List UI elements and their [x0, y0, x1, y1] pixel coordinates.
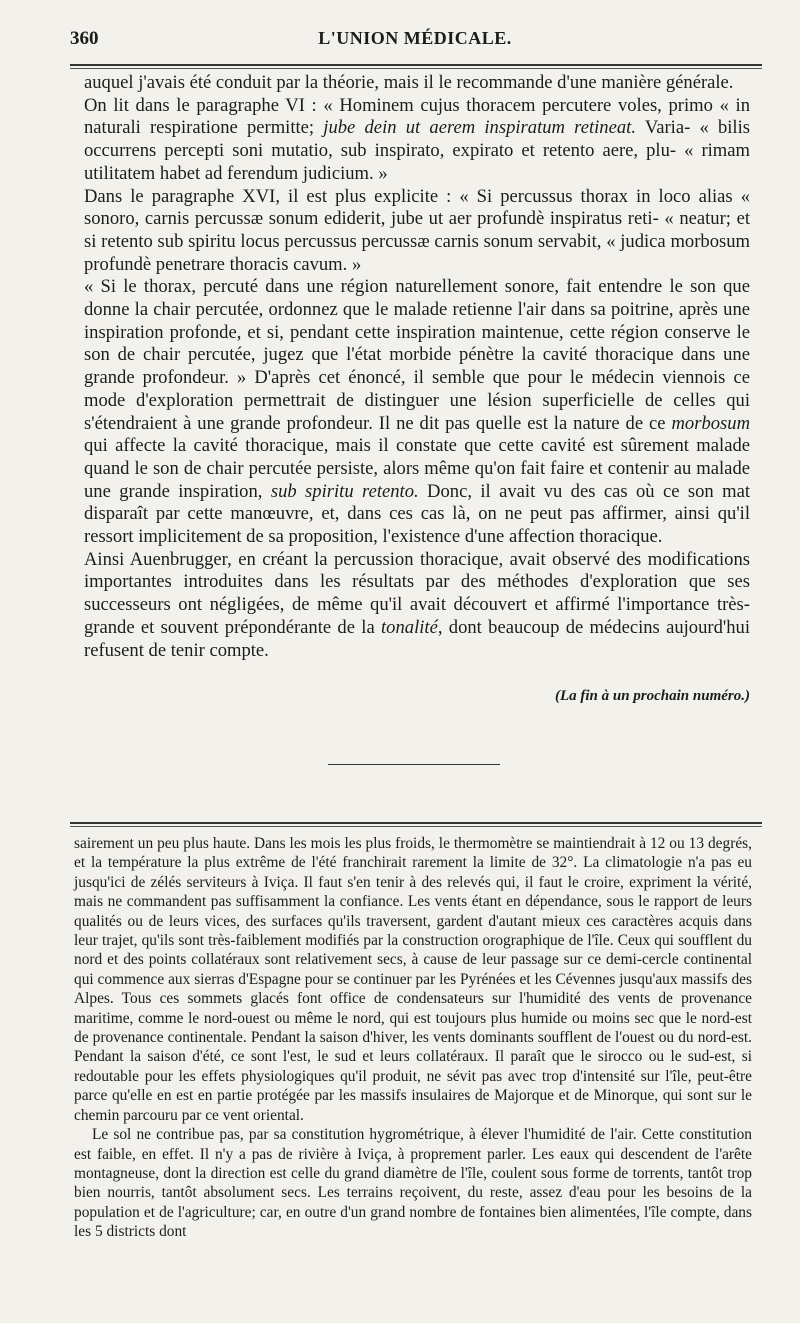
feuilleton-text — [74, 834, 752, 1242]
header-rule-thin — [70, 68, 762, 69]
feuilleton-rule-thin — [70, 826, 762, 827]
text-run: Varia- « bilis occurrens percepti soni mutatio, sub inspirato, expirato et retento aere, plu- « rimam utilitatem habet ad ferendum judicium. » — [84, 117, 750, 184]
section-divider — [328, 764, 500, 765]
continuation-note: (La fin à un prochain numéro.) — [554, 688, 750, 704]
text-run: On lit dans le paragraphe VI : « Hominem cujus thoracem percutere voles, primo « in naturali respiratione permitte; — [84, 94, 750, 139]
article-paragraph — [84, 549, 750, 663]
feuilleton-paragraph: Le sol ne contribue pas, par sa constitution hygrométrique, à élever l'humidité de l'air. Cette constitution est faible, en effet. Il n'y a pas de rivière à Iviça, à proprement parler. Les eaux qui descendent de l'arête montagneuse, dont la direction est celle du grand diamètre de l'île, coulent sous forme de torrents, tantôt trop bien nourris, tantôt absolument secs. Les terrains reçoivent, du reste, assez d'eau pour les besoins de la population et de l'agriculture; car, en outre d'un grand nombre de fontaines bien alimentées, l'île compte, dans les 5 districts dont — [74, 1126, 752, 1241]
article-paragraph: Dans le paragraphe XVI, il est plus explicite : « Si percussus thorax in loco alias « sonoro, carnis percussæ sonum ediderit, jube ut aer profundè inspiratus reti- « neatur; et si retento sub spiritu locus percussus percussæ carnis sonum servabit, « judica morbosum profundè penetrare thoracis cavum. » — [84, 185, 750, 275]
article-paragraph: auquel j'avais été conduit par la théorie, mais il le recommande d'une manière générale. — [84, 72, 734, 93]
main-article — [84, 72, 750, 662]
text-run: Ainsi Auenbrugger, en créant la percussion thoracique, avait observé des modifications importantes introduites dans les résultats par des méthodes d'exploration que ses successeurs ont négligées, de même qu'il avait découvert et affirmé l'importance très-grande et souvent prépondérante de la — [84, 548, 750, 638]
latin-quote: jube dein ut aerem inspiratum retineat. — [323, 117, 636, 139]
text-run: qui affecte la cavité thoracique, mais il constate que cette cavité est sûrement malade quand le son de chair percutée persiste, alors même qu'on fait faire et contenir au malade une grande inspiration, — [84, 435, 750, 502]
page-number: 360 — [70, 28, 99, 49]
latin-term: morbosum — [671, 412, 750, 434]
journal-title: L'UNION MÉDICALE. — [318, 28, 512, 48]
header-rule — [70, 64, 762, 66]
feuilleton-rule — [70, 822, 762, 824]
text-run: Donc, il avait vu des cas où ce son mat disparaît par cette manœuvre, et, dans ces cas là, on ne peut pas affirmer, ainsi qu'il ressort implicitement de sa proposition, l'existence d'une affection thoracique. — [84, 480, 750, 548]
latin-term: sub spiritu retento. — [270, 480, 419, 502]
emphasized-term: tonalité — [381, 616, 438, 638]
feuilleton-paragraph: sairement un peu plus haute. Dans les mois les plus froids, le thermomètre se maintiendrait à 12 ou 13 degrés, et la température la plus extrême de l'été franchirait rarement la limite de 32°. La climatologie n'a pas eu jusqu'ici de zélés serviteurs à Iviça. Il faut s'en tenir à des relevés qui, il faut le croire, expriment la vérité, mais ne commandent pas suffisamment la confiance. Les vents étant en dépendance, sous le rapport de leurs qualités ou de leurs vices, des surfaces qu'ils traversent, gardent d'autant mieux ces caractères acquis dans leur trajet, qu'ils sont très-faiblement modifiés par la construction orographique de l'île. Ceux qui soufflent du nord et des points collatéraux sont relativement secs, à cause de leur passage sur ce demi-cercle continental qui commence aux sierras d'Espagne pour se continuer par les Pyrénées et les Cévennes jusqu'aux massifs des Alpes. Tous ces sommets glacés font office de condensateurs sur l'humidité des vents de provenance maritime, comme le nord-ouest ou même le nord, qui est toujours plus humide ou moins sec que le nord-est de provenance continentale. Pendant la saison d'hiver, les vents dominants soufflent de l'ouest ou du nord-est. Pendant la saison d'été, ce sont l'est, le sud et leurs collatéraux. Il paraît que le sirocco ou le sud-est, si redoutable pour les effets physiologiques qu'il produit, ne sévit pas avec trop d'intensité sur l'île, peut-être parce qu'elle en est en partie protégée par les massifs insulaires de Majorque et de Minorque, qui sont sur le chemin parcouru par ce vent oriental. — [74, 835, 752, 1124]
page-header — [70, 28, 760, 58]
article-paragraph — [84, 95, 750, 186]
article-paragraph — [84, 276, 750, 548]
text-run: « Si le thorax, percuté dans une région naturellement sonore, fait entendre le son que donne la chair percutée, ordonnez que le malade retienne l'air dans sa poitrine, après une inspiration profonde, et si, pendant cette inspiration maintenue, cette région conserve le son de chair percutée, jugez que l'état morbide pénètre la cavité thoracique dans une grande profondeur. » D'après cet énoncé, il semble que pour le médecin viennois ce mode d'exploration permettrait de distinguer une lésion superficielle de celles qui s'étendraient à une grande profondeur. Il ne dit pas quelle est la nature de ce — [84, 276, 750, 434]
text-run: , dont beaucoup de médecins aujourd'hui refusent de tenir compte. — [84, 616, 750, 661]
